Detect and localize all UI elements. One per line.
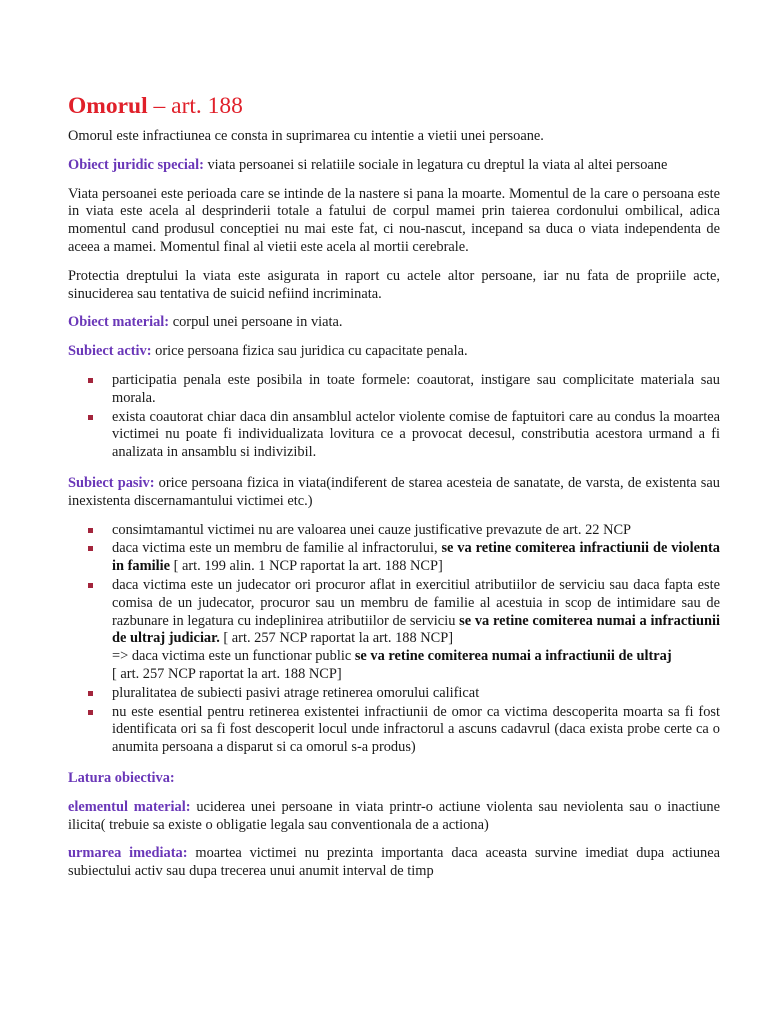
list-item-reference: [ art. 257 NCP raportat la art. 188 NCP] [112, 665, 342, 682]
document-body [68, 92, 720, 892]
list-item-emphasis: se va retine comiterea numai a infractiunii de ultraj [354, 648, 672, 665]
list-item [68, 704, 720, 757]
bullet-icon [88, 546, 93, 551]
list-item [68, 409, 720, 462]
list-item [68, 685, 720, 703]
obiect-material-text: corpul unei persoane in viata. [169, 314, 343, 331]
subiect-activ-label: Subiect activ: [68, 343, 152, 360]
latura-obiectiva-label: Latura obiectiva: [68, 769, 175, 786]
urmarea-imediata-text: moartea victimei nu prezinta importanta daca aceasta survine imediat dupa actiunea subiectului activ sau dupa trecerea unui anumit interval de timp [68, 845, 721, 880]
list-item-emphasis: se va retine comiterea numai a infractiunii de ultraj judiciar. [112, 612, 720, 647]
subiect-pasiv-text: orice persoana fizica in viata(indiferent de starea acesteia de sanatate, de varsta, de existenta sau inexistenta discernamantului victimei etc.) [68, 474, 720, 509]
list-item-text: nu este esential pentru retinerea existentei infractiunii de omor ca victima descoperita moarta sa fi fost identificata ori sa fi fost descoperit locul unde infractorul a ascuns cadavrul (daca exista probe certe ca o anumita persoana a disparut si ca omorul s-a produs) [112, 703, 720, 756]
obiect-juridic-paragraph [68, 157, 720, 175]
list-item-text: consimtamantul victimei nu are valoarea unei cauze justificative prevazute de art. 22 NCP [112, 521, 632, 538]
page-title [68, 92, 720, 120]
list-item-text: exista coautorat chiar daca din ansamblul actelor violente comise de faptuitori care au condus la moartea victimei nu poate fi individualizata lovitura ce a provocat decesul, constributia acestora urmand a fi analizata in ansamblu si indivizibil. [112, 408, 720, 461]
urmarea-imediata-paragraph [68, 845, 720, 881]
list-item-emphasis: se va retine comiterea infractiunii de violenta in familie [112, 540, 720, 575]
latura-obiectiva-heading [68, 770, 720, 788]
list-item-text: daca victima este un membru de familie al infractorului, [112, 540, 442, 557]
subiect-pasiv-label: Subiect pasiv: [68, 474, 155, 491]
obiect-material-paragraph [68, 314, 720, 332]
bullet-icon [88, 378, 93, 383]
subiect-activ-paragraph [68, 343, 720, 361]
bullet-icon [88, 415, 93, 420]
subiect-activ-text: orice persoana fizica sau juridica cu capacitate penala. [151, 343, 468, 360]
bullet-icon [88, 583, 93, 588]
obiect-juridic-label: Obiect juridic special: [68, 156, 204, 173]
element-material-text: uciderea unei persoane in viata printr-o actiune violenta sau neviolenta sau o inactiune ilicita( trebuie sa existe o obligatie legala sau conventionala de a actiona) [68, 798, 720, 833]
protectia-paragraph: Protectia dreptului la viata este asigurata in raport cu actele altor persoane, iar nu fata de propriile acte, sinuciderea sau tentativa de suicid nefiind incriminata. [68, 267, 720, 302]
bullet-icon [88, 528, 93, 533]
element-material-paragraph [68, 799, 720, 835]
list-item [68, 577, 720, 684]
list-item-text: participatia penala este posibila in toate formele: coautorat, instigare sau complicitate materiala sau morala. [112, 371, 720, 406]
list-item-text: => daca victima este un functionar public [112, 648, 355, 665]
bullet-icon [88, 691, 93, 696]
subiect-pasiv-list [68, 522, 720, 757]
list-item-reference: [ art. 257 NCP raportat la art. 188 NCP] [219, 630, 454, 647]
list-item [68, 540, 720, 576]
list-item-text: daca victima este un judecator ori procuror aflat in exercitiul atributiilor de serviciu sau daca fapta este comisa de un judecator, procuror sau un membru de familie al acestuia in scop de intimidare sau de razbunare in legatura cu indeplinirea atributiilor de serviciu [112, 576, 720, 629]
bullet-icon [88, 710, 93, 715]
subiect-pasiv-paragraph [68, 475, 720, 511]
list-item [68, 372, 720, 408]
list-item-reference: [ art. 199 alin. 1 NCP raportat la art. 188 NCP] [169, 558, 443, 575]
urmarea-imediata-label: urmarea imediata: [68, 845, 188, 862]
title-main: Omorul [68, 93, 148, 119]
list-item [68, 522, 720, 540]
viata-paragraph: Viata persoanei este perioada care se intinde de la nastere si pana la moarte. Momentul de la care o persoana este in viata este acela al desprinderii totale a fatului de corpul mamei prin taierea cordonului ombilical, adica momentul cand produsul conceptiei nu mai este fat, ci nou-nascut, incepand sa duca o viata independenta de aceea a mamei. Momentul final al vietii este acela al mortii cerebrale. [68, 185, 720, 255]
obiect-juridic-text: viata persoanei si relatiile sociale in legatura cu dreptul la viata al altei persoane [203, 156, 668, 173]
obiect-material-label: Obiect material: [68, 314, 170, 331]
list-item-text: pluralitatea de subiecti pasivi atrage retinerea omorului calificat [112, 684, 480, 701]
title-article: – art. 188 [147, 93, 243, 119]
subiect-activ-list [68, 372, 720, 462]
element-material-label: elementul material: [68, 798, 191, 815]
intro-paragraph: Omorul este infractiunea ce consta in suprimarea cu intentie a vietii unei persoane. [68, 128, 544, 144]
